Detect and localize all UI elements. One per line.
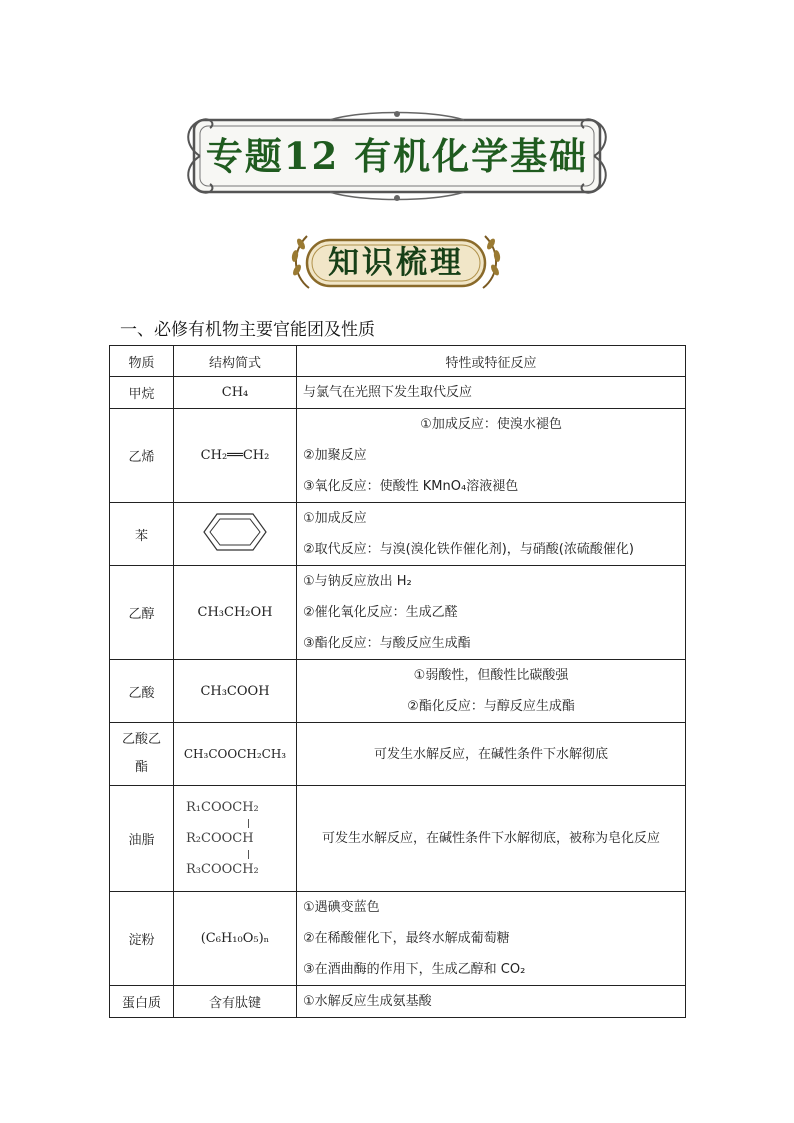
substance-name: 乙酸	[110, 660, 174, 723]
property-line: ③酯化反应：与酸反应生成酯	[303, 636, 471, 651]
property-line: 可发生水解反应，在碱性条件下水解彻底	[373, 746, 608, 762]
property-line: ③在酒曲酶的作用下，生成乙醇和 CO₂	[303, 962, 526, 977]
property-line: ①加成反应	[303, 511, 367, 526]
badge-label: 知识梳理	[328, 245, 464, 281]
table-row	[110, 892, 686, 986]
property-line: ①与钠反应放出 H₂	[303, 574, 412, 589]
table-row	[110, 786, 686, 892]
section-badge	[285, 228, 507, 298]
bond-line	[248, 850, 259, 859]
substance-name: 淀粉	[110, 892, 174, 986]
structural-formula: CH₃COOCH₂CH₃	[174, 723, 297, 786]
structural-formula: CH₃COOH	[174, 660, 297, 723]
structural-formula: CH₂══CH₂	[174, 409, 297, 503]
table-row	[110, 660, 686, 723]
table-header-row	[110, 346, 686, 377]
formula-line: R₂COOCH	[186, 830, 254, 846]
column-header: 结构简式	[174, 346, 297, 377]
bond-line	[248, 819, 259, 828]
property-line: ①水解反应生成氨基酸	[303, 994, 432, 1009]
formula-line: R₃COOCH₂	[186, 861, 259, 877]
table-row	[110, 723, 686, 786]
substance-name: 油脂	[110, 786, 174, 892]
property-line: 与氯气在光照下发生取代反应	[303, 385, 473, 400]
table-row	[110, 986, 686, 1018]
column-header: 特性或特征反应	[297, 346, 686, 377]
table-row	[110, 566, 686, 660]
substance-name: 蛋白质	[110, 986, 174, 1018]
substance-name: 甲烷	[110, 377, 174, 409]
property-line: ①加成反应：使溴水褪色	[420, 417, 562, 432]
structural-formula: CH₃CH₂OH	[174, 566, 297, 660]
section-heading: 一、必修有机物主要官能团及性质	[120, 320, 375, 340]
structural-formula: (C₆H₁₀O₅)ₙ	[174, 892, 297, 986]
structural-formula: 含有肽键	[174, 986, 297, 1018]
benzene-ring-icon	[202, 512, 268, 552]
substance-name: 乙烯	[110, 409, 174, 503]
property-line: ②取代反应：与溴(溴化铁作催化剂)，与硝酸(浓硫酸催化)	[303, 542, 634, 557]
column-header: 物质	[110, 346, 174, 377]
table-row	[110, 409, 686, 503]
triglyceride-formula	[186, 797, 259, 881]
property-line: ②酯化反应：与醇反应生成酯	[407, 699, 575, 714]
structural-formula	[174, 786, 297, 892]
structural-formula	[174, 503, 297, 566]
property-line: ①弱酸性，但酸性比碳酸强	[413, 668, 569, 683]
substance-name: 乙醇	[110, 566, 174, 660]
table-row	[110, 503, 686, 566]
property-line: 可发生水解反应，在碱性条件下水解彻底，被称为皂化反应	[321, 831, 660, 846]
formula-line: R₁COOCH₂	[186, 799, 259, 815]
property-line: ②在稀酸催化下，最终水解成葡萄糖	[303, 931, 510, 946]
property-line: ③氧化反应：使酸性 KMnO₄溶液褪色	[303, 479, 519, 494]
property-line: ②催化氧化反应：生成乙醛	[303, 605, 458, 620]
functional-groups-table	[109, 345, 686, 1018]
title-banner	[180, 106, 614, 206]
property-line: ②加聚反应	[303, 448, 367, 463]
page-title: 专题12 有机化学基础	[205, 134, 589, 178]
structural-formula: CH₄	[174, 377, 297, 409]
property-line: ①遇碘变蓝色	[303, 900, 380, 915]
table-row	[110, 377, 686, 409]
substance-name: 苯	[110, 503, 174, 566]
substance-name: 乙酸乙酯	[110, 723, 174, 786]
